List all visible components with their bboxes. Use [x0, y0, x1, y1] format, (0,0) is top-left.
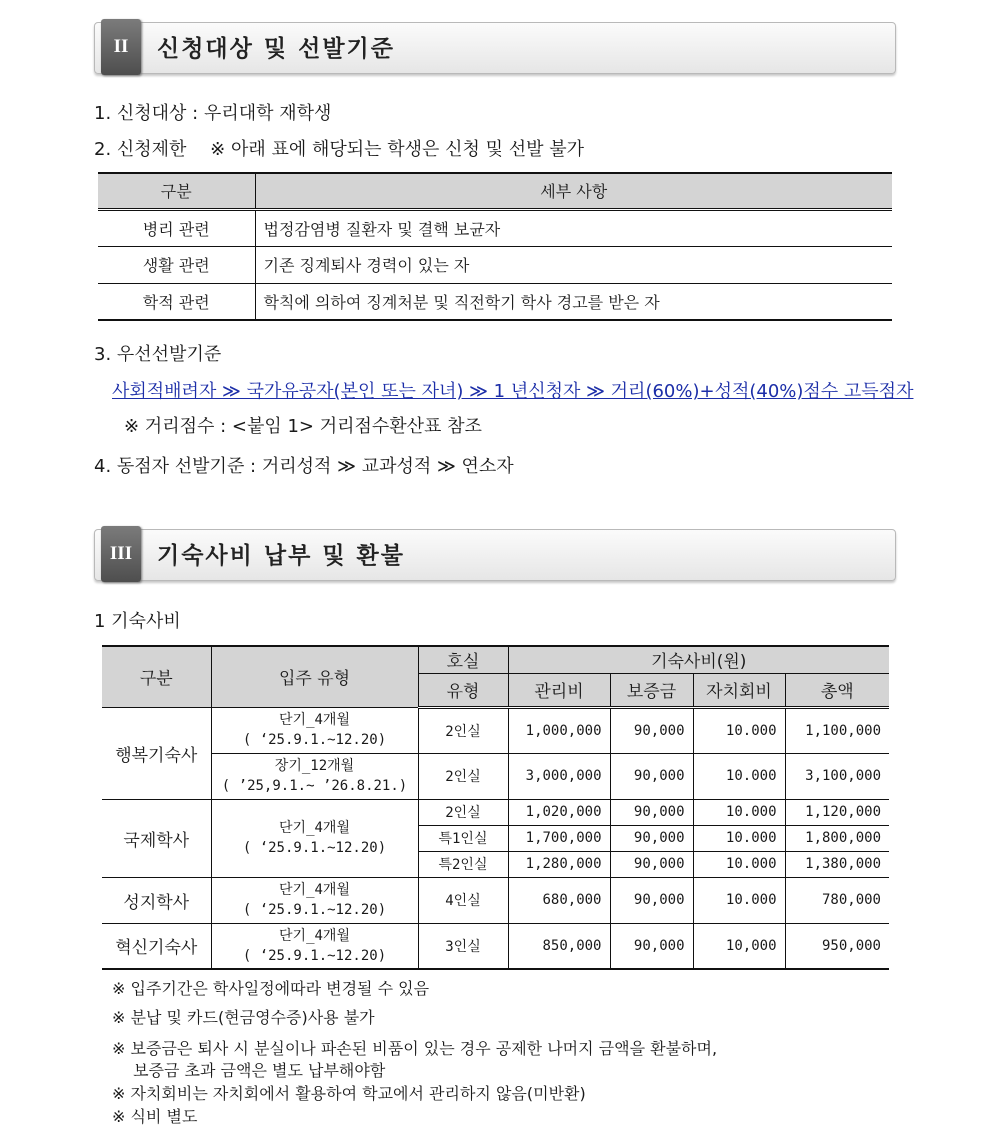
council-fee: 10.000: [693, 877, 785, 923]
dormitory-fee-table: [102, 645, 889, 970]
table-row: [102, 799, 889, 825]
mgmt-fee: 1,700,000: [508, 825, 610, 851]
table-header-row: [98, 173, 892, 209]
row-category: 생활 관련: [98, 246, 255, 283]
table-row: [98, 209, 892, 246]
total-fee: 950,000: [785, 923, 889, 969]
row-detail: 학칙에 의하여 징계처분 및 직전학기 학사 경고를 받은 자: [255, 283, 892, 320]
council-fee: 10.000: [693, 799, 785, 825]
table-row: [102, 753, 889, 799]
total-fee: 780,000: [785, 877, 889, 923]
deposit: 90,000: [610, 707, 693, 753]
distance-score-note: ※ 거리점수 : <붙임 1> 거리점수환산표 참조: [124, 416, 482, 437]
deposit: 90,000: [610, 851, 693, 877]
section-header-2: [94, 22, 896, 74]
row-detail: 기존 징계퇴사 경력이 있는 자: [255, 246, 892, 283]
note-deposit: ※ 보증금은 퇴사 시 분실이나 파손된 비품이 있는 경우 공제한 나머지 금액을 환불하며,: [112, 1039, 718, 1058]
dorm-name: 국제학사: [102, 799, 211, 877]
council-fee: 10.000: [693, 825, 785, 851]
note-meal: ※ 식비 별도: [112, 1107, 198, 1126]
priority-criteria-link[interactable]: 사회적배려자 ≫ 국가유공자(본인 또는 자녀) ≫ 1 년신청자 ≫ 거리(60%)+성적(40%)점수 고득점자: [112, 381, 914, 402]
room-type: 4인실: [418, 877, 508, 923]
row-detail: 법정감염병 질환자 및 결핵 보균자: [255, 209, 892, 246]
mgmt-fee: 1,280,000: [508, 851, 610, 877]
room-type: 3인실: [418, 923, 508, 969]
note-period: ※ 입주기간은 학사일정에따라 변경될 수 있음: [112, 979, 430, 998]
mgmt-fee: 1,020,000: [508, 799, 610, 825]
stay-type: 단기_4개월 ( ‘25.9.1.~12.20): [211, 707, 418, 753]
council-fee: 10.000: [693, 753, 785, 799]
header-room-1: 호실: [418, 646, 508, 673]
table-row: [102, 923, 889, 969]
header-room-2: 유형: [418, 673, 508, 707]
stay-type: 장기_12개월 ( ’25,9.1.~ ’26.8.21.): [211, 753, 418, 799]
table-row: [102, 707, 889, 753]
header-category: 구분: [98, 173, 255, 209]
table-header-row: [102, 646, 889, 673]
room-type: 특1인실: [418, 825, 508, 851]
header-council: 자치회비: [693, 673, 785, 707]
dorm-name: 행복기숙사: [102, 707, 211, 799]
note-payment: ※ 분납 및 카드(현금영수증)사용 불가: [112, 1008, 375, 1027]
item-priority-label: 3. 우선선발기준: [94, 344, 222, 365]
section-title: 기숙사비 납부 및 환불: [157, 543, 405, 569]
dorm-name: 성지학사: [102, 877, 211, 923]
table-row: [98, 283, 892, 320]
deposit: 90,000: [610, 825, 693, 851]
header-deposit: 보증금: [610, 673, 693, 707]
row-category: 병리 관련: [98, 209, 255, 246]
item-target: 1. 신청대상 : 우리대학 재학생: [94, 103, 332, 124]
deposit: 90,000: [610, 923, 693, 969]
council-fee: 10,000: [693, 923, 785, 969]
room-type: 2인실: [418, 753, 508, 799]
council-fee: 10.000: [693, 707, 785, 753]
header-total: 총액: [785, 673, 889, 707]
item-restrict: 2. 신청제한 ※ 아래 표에 해당되는 학생은 신청 및 선발 불가: [94, 139, 585, 160]
section-header-3: [94, 529, 896, 581]
stay-type: 단기_4개월 ( ‘25.9.1.~12.20): [211, 923, 418, 969]
council-fee: 10.000: [693, 851, 785, 877]
header-mgmt: 관리비: [508, 673, 610, 707]
table-row: [102, 877, 889, 923]
dorm-name: 혁신기숙사: [102, 923, 211, 969]
note-deposit-cont: 보증금 초과 금액은 별도 납부해야함: [112, 1061, 386, 1080]
stay-type: 단기_4개월 ( ‘25.9.1.~12.20): [211, 799, 418, 877]
restriction-table: [98, 172, 892, 321]
room-type: 특2인실: [418, 851, 508, 877]
section-number: III: [101, 526, 141, 582]
mgmt-fee: 850,000: [508, 923, 610, 969]
room-type: 2인실: [418, 707, 508, 753]
section-title: 신청대상 및 선발기준: [157, 36, 395, 62]
total-fee: 1,120,000: [785, 799, 889, 825]
fee-title: 1 기숙사비: [94, 611, 181, 632]
mgmt-fee: 1,000,000: [508, 707, 610, 753]
total-fee: 3,100,000: [785, 753, 889, 799]
total-fee: 1,800,000: [785, 825, 889, 851]
note-council: ※ 자치회비는 자치회에서 활용하여 학교에서 관리하지 않음(미반환): [112, 1084, 586, 1103]
total-fee: 1,380,000: [785, 851, 889, 877]
deposit: 90,000: [610, 799, 693, 825]
stay-type: 단기_4개월 ( ‘25.9.1.~12.20): [211, 877, 418, 923]
mgmt-fee: 3,000,000: [508, 753, 610, 799]
deposit: 90,000: [610, 753, 693, 799]
section-number: II: [101, 19, 141, 75]
mgmt-fee: 680,000: [508, 877, 610, 923]
deposit: 90,000: [610, 877, 693, 923]
room-type: 2인실: [418, 799, 508, 825]
table-row: [98, 246, 892, 283]
header-detail: 세부 사항: [255, 173, 892, 209]
row-category: 학적 관련: [98, 283, 255, 320]
header-category: 구분: [102, 646, 211, 707]
header-type: 입주 유형: [211, 646, 418, 707]
item-tiebreak: 4. 동점자 선발기준 : 거리성적 ≫ 교과성적 ≫ 연소자: [94, 456, 514, 477]
total-fee: 1,100,000: [785, 707, 889, 753]
header-fee: 기숙사비(원): [508, 646, 889, 673]
